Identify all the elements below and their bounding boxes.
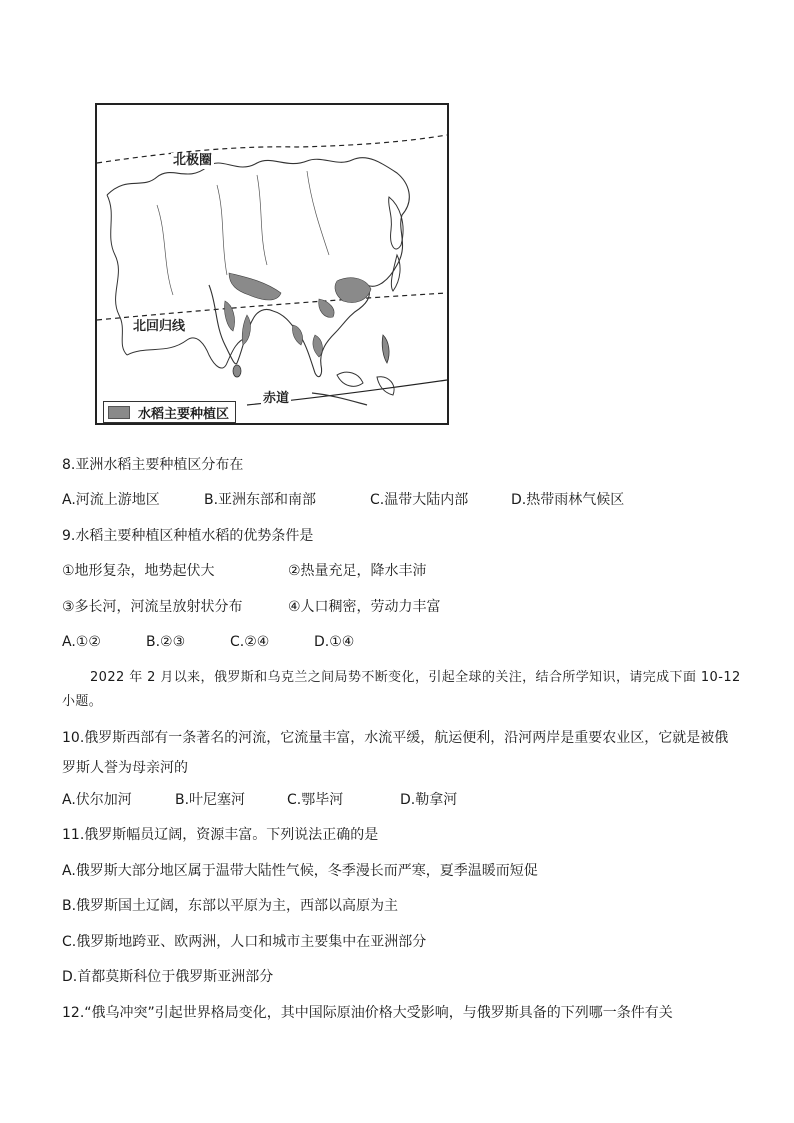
q10-option-c: C.鄂毕河 — [287, 792, 344, 808]
q10-option-a: A.伏尔加河 — [62, 792, 132, 808]
sulawesi — [377, 377, 394, 395]
rice-area-india-west — [224, 301, 234, 331]
q11-option-b: B.俄罗斯国土辽阔，东部以平原为主，西部以高原为主 — [62, 898, 399, 914]
q8-option-d: D.热带雨林气候区 — [511, 492, 625, 508]
map-drawing — [97, 105, 447, 423]
river-4 — [157, 205, 173, 295]
sri-lanka — [233, 365, 241, 377]
q8-option-b: B.亚洲东部和南部 — [204, 492, 317, 508]
legend-label: 水稻主要种植区 — [138, 406, 230, 422]
q9-option-d: D.①④ — [314, 634, 355, 650]
rice-area-indochina-1 — [292, 325, 302, 345]
q10-option-d: D.勒拿河 — [400, 792, 458, 808]
q9-option-c: C.②④ — [230, 634, 270, 650]
arctic-circle-label: 北极圈 — [173, 153, 213, 168]
river-3 — [307, 171, 329, 255]
tropic-cancer-label: 北回归线 — [133, 319, 186, 334]
q8-option-c: C.温带大陆内部 — [370, 492, 469, 508]
borneo — [337, 372, 363, 386]
q10-option-b: B.叶尼塞河 — [175, 792, 246, 808]
q11-option-a: A.俄罗斯大部分地区属于温带大陆性气候，冬季漫长而严寒，夏季温暖而短促 — [62, 863, 538, 879]
japan — [391, 255, 400, 291]
equator-label: 赤道 — [263, 391, 290, 406]
west-coast — [107, 195, 127, 355]
q11-option-d: D.首都莫斯科位于俄罗斯亚洲部分 — [62, 969, 274, 985]
legend-swatch — [108, 406, 130, 419]
section-intro: 2022 年 2 月以来，俄罗斯和乌克兰之间局势不断变化，引起全球的关注，结合所学知识，请完成下面 10-12 小题。 — [62, 670, 741, 709]
arctic-circle-line — [97, 135, 447, 163]
asia-rice-map — [95, 103, 449, 425]
q9-stem: 9.水稻主要种植区种植水稻的优势条件是 — [62, 528, 314, 544]
q9-item-3: ③多长河，河流呈放射状分布 — [62, 599, 243, 615]
rice-area-china-east — [335, 278, 371, 303]
q11-stem: 11.俄罗斯幅员辽阔，资源丰富。下列说法正确的是 — [62, 827, 379, 843]
q9-item-4: ④人口稠密，劳动力丰富 — [288, 599, 441, 615]
river-1 — [217, 185, 227, 275]
q8-stem: 8.亚洲水稻主要种植区分布在 — [62, 457, 244, 473]
rice-area-china-south — [319, 299, 334, 317]
q9-option-b: B.②③ — [146, 634, 186, 650]
q9-option-a: A.①② — [62, 634, 101, 650]
q8-option-a: A.河流上游地区 — [62, 492, 160, 508]
philippines — [382, 335, 389, 363]
rice-area-ganges — [229, 273, 281, 300]
map-legend — [103, 401, 236, 423]
q12-stem: 12.“俄乌冲突”引起世界格局变化，其中国际原油价格大受影响，与俄罗斯具备的下列哪一条件有关 — [62, 1005, 673, 1021]
rice-area-india-east — [242, 315, 250, 345]
q9-item-1: ①地形复杂，地势起伏大 — [62, 563, 215, 579]
north-coast — [107, 158, 409, 287]
q11-option-c: C.俄罗斯地跨亚、欧两洲，人口和城市主要集中在亚洲部分 — [62, 934, 427, 950]
q9-item-2: ②热量充足，降水丰沛 — [288, 563, 427, 579]
q10-stem: 10.俄罗斯西部有一条著名的河流，它流量丰富，水流平缓，航运便利，沿河两岸是重要农业区，它就是被俄罗斯人誉为母亲河的 — [62, 730, 729, 776]
rice-area-indochina-2 — [313, 335, 323, 357]
river-2 — [257, 175, 267, 265]
